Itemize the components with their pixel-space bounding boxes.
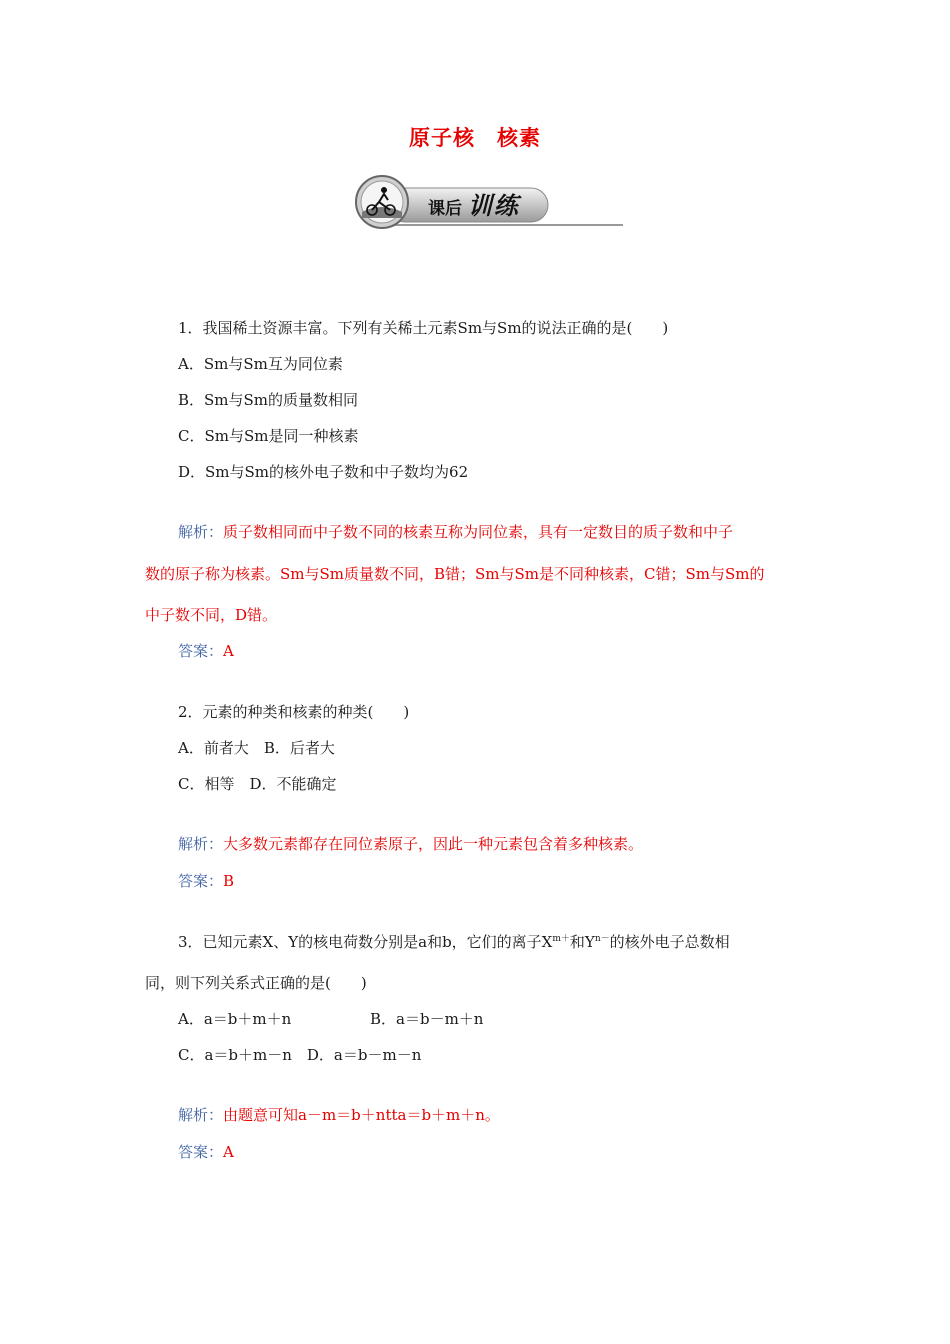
q1-analysis-line-3: 中子数不同，D错。 <box>145 606 278 624</box>
q3-answer-value: A <box>223 1143 234 1161</box>
banner-label <box>428 186 520 221</box>
q3-answer-label: 答案： <box>178 1143 224 1161</box>
q1-option-c: C．Sm与Sm是同一种核素 <box>178 427 359 445</box>
q1-analysis-line-1 <box>178 521 733 542</box>
q3-option-b: B．a＝b－m＋n <box>370 1010 484 1028</box>
q3-option-a: A．a＝b＋m＋n <box>178 1010 292 1028</box>
q3-stem-a: 3．已知元素X、Y的核电荷数分别是a和b，它们的离子X <box>178 933 553 951</box>
section-banner <box>348 172 623 230</box>
q2-analysis-label: 解析： <box>178 835 224 853</box>
banner-big-text: 训练 <box>467 191 520 220</box>
q1-answer-label: 答案： <box>178 642 224 660</box>
q3-sup-1: m＋ <box>552 934 570 944</box>
q2-answer <box>178 870 234 891</box>
q3-sup-2: n－ <box>594 934 610 944</box>
q3-analysis-label: 解析： <box>178 1106 224 1124</box>
q3-stem-b: 和Y <box>569 933 595 951</box>
q1-stem: 1．我国稀土资源丰富。下列有关稀土元素Sm与Sm的说法正确的是( ) <box>178 319 669 337</box>
q2-stem: 2．元素的种类和核素的种类( ) <box>178 703 410 721</box>
q2-options-cd: C．相等 D．不能确定 <box>178 775 337 793</box>
q2-answer-value: B <box>223 872 235 890</box>
q3-answer <box>178 1141 234 1162</box>
q2-options-ab: A．前者大 B．后者大 <box>178 739 335 757</box>
q3-analysis <box>178 1104 500 1125</box>
q1-option-b: B．Sm与Sm的质量数相同 <box>178 391 359 409</box>
q3-analysis-text: 由题意可知a－m＝b＋ntta＝b＋m＋n。 <box>223 1106 500 1124</box>
q2-answer-label: 答案： <box>178 872 224 890</box>
q1-option-a: A．Sm与Sm互为同位素 <box>178 355 343 373</box>
q1-option-d: D．Sm与Sm的核外电子数和中子数均为62 <box>178 463 469 481</box>
q1-analysis-label: 解析： <box>178 523 224 541</box>
q3-options-cd: C．a＝b＋m－n D．a＝b－m－n <box>178 1046 422 1064</box>
page-title <box>0 122 950 152</box>
q1-analysis-text-1: 质子数相同而中子数不同的核素互称为同位素，具有一定数目的质子数和中子 <box>223 523 734 541</box>
q1-answer <box>178 640 234 661</box>
q2-analysis-text: 大多数元素都存在同位素原子，因此一种元素包含着多种核素。 <box>223 835 644 853</box>
title-part-2: 核素 <box>497 125 541 150</box>
q1-analysis-line-2: 数的原子称为核素。Sm与Sm质量数不同，B错；Sm与Sm是不同种核素，C错；Sm与Sm的 <box>145 565 765 583</box>
q3-stem-line-2: 同，则下列关系式正确的是( ) <box>145 974 367 992</box>
banner-small-text: 课后 <box>428 199 462 219</box>
q2-analysis <box>178 833 643 854</box>
q3-stem-line-1 <box>178 931 730 952</box>
q3-stem-c: 的核外电子总数相 <box>609 933 730 951</box>
q1-answer-value: A <box>223 642 234 660</box>
title-part-1: 原子核 <box>409 125 475 150</box>
